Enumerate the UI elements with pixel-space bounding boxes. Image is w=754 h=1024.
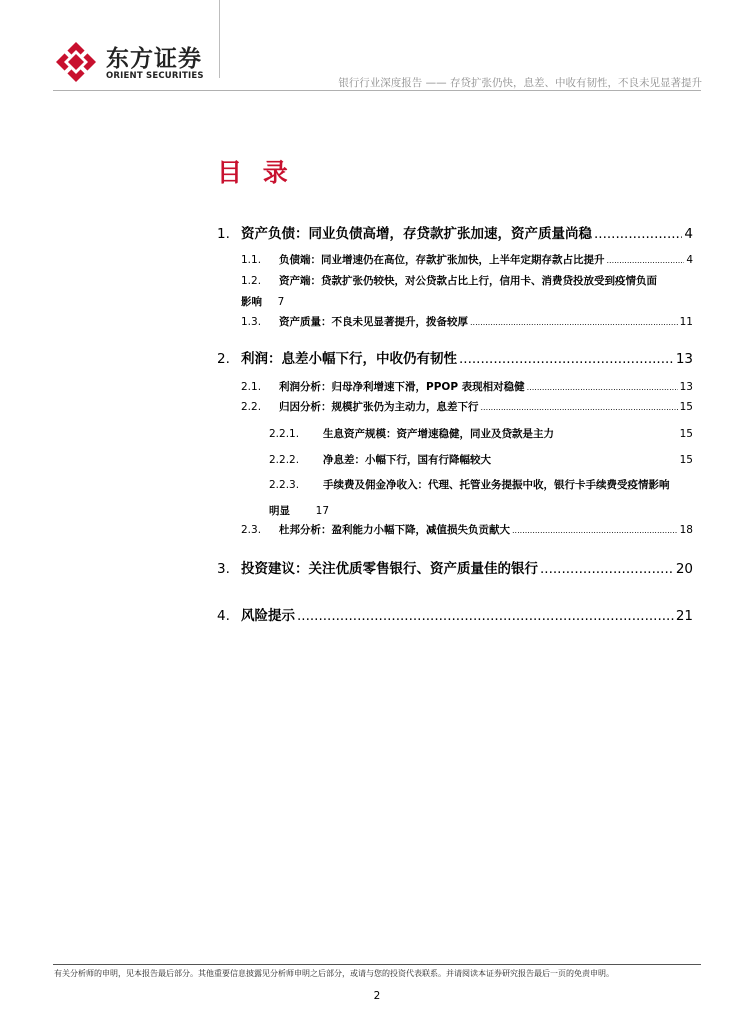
toc-title-continued: 影响 <box>241 296 262 308</box>
toc-page: 21 <box>675 608 693 624</box>
toc-leader <box>594 226 682 242</box>
toc-page: 13 <box>679 381 693 393</box>
toc-number: 2.1. <box>241 381 262 393</box>
toc-leader <box>512 526 678 535</box>
toc-leader <box>459 351 674 367</box>
toc-number: 2. <box>217 351 230 367</box>
toc-number: 2.2.2. <box>269 454 300 466</box>
toc-leader <box>297 608 674 624</box>
toc-entry-3[interactable] <box>217 557 693 577</box>
toc-entry-2-3[interactable] <box>241 522 693 537</box>
toc-page: 15 <box>679 454 693 466</box>
toc-leader <box>527 383 678 392</box>
toc-number: 1. <box>217 226 230 242</box>
report-title-header: 银行行业深度报告 —— 存贷扩张仍快，息差、中收有韧性，不良未见显著提升 <box>338 77 702 89</box>
logo-english-name: ORIENT SECURITIES <box>106 71 204 81</box>
toc-title: 手续费及佣金净收入：代理、托管业务提振中收，银行卡手续费受疫情影响 <box>323 479 670 491</box>
toc-title: 资产端：贷款扩张仍较快，对公贷款占比上行，信用卡、消费贷投放受到疫情负面 <box>279 275 657 287</box>
toc-page: 20 <box>675 561 693 577</box>
footer-rule <box>53 964 701 965</box>
toc-entry-2-2-2[interactable] <box>269 452 693 467</box>
toc-number: 3. <box>217 561 230 577</box>
logo-chinese-name: 东方证券 <box>106 46 202 72</box>
toc-title: 资产质量：不良未见显著提升，拨备较厚 <box>279 316 468 328</box>
toc-number: 1.2. <box>241 275 262 287</box>
toc-page: 4 <box>684 226 693 242</box>
toc-entry-1-3[interactable] <box>241 314 693 329</box>
toc-title: 资产负债：同业负债高增，存贷款扩张加速，资产质量尚稳 <box>241 226 592 242</box>
toc-leader <box>481 403 678 412</box>
toc-title: 净息差：小幅下行，国有行降幅较大 <box>323 454 491 466</box>
toc-number: 1.1. <box>241 254 262 266</box>
toc-entry-4[interactable] <box>217 604 693 624</box>
toc-entry-2[interactable] <box>217 347 693 367</box>
toc-entry-1[interactable] <box>217 222 693 242</box>
toc-title: 投资建议：关注优质零售银行、资产质量佳的银行 <box>241 561 538 577</box>
toc-title: 生息资产规模：资产增速稳健，同业及贷款是主力 <box>323 428 554 440</box>
footer-disclaimer: 有关分析师的申明，见本报告最后部分。其他重要信息披露见分析师申明之后部分，或请与您的投资代表联系。并请阅读本证券研究报告最后一页的免责申明。 <box>54 969 614 978</box>
page-number: 2 <box>373 990 381 1002</box>
toc-entry-2-1[interactable] <box>241 379 693 394</box>
toc-number: 2.2.3. <box>269 479 300 491</box>
toc-page: 7 <box>277 296 285 308</box>
toc-title: 杜邦分析：盈利能力小幅下降，减值损失负贡献大 <box>279 524 510 536</box>
toc-number: 4. <box>217 608 230 624</box>
toc-page: 13 <box>675 351 693 367</box>
toc-entry-2-2-1[interactable] <box>269 426 693 441</box>
toc-title: 利润：息差小幅下行，中收仍有韧性 <box>241 351 457 367</box>
toc-page: 15 <box>679 428 693 440</box>
toc-page: 4 <box>686 254 693 266</box>
toc-title: 归因分析：规模扩张仍为主动力，息差下行 <box>279 401 479 413</box>
toc-entry-2-2-3-continued <box>269 503 329 518</box>
toc-page: 17 <box>315 505 330 517</box>
toc-entry-1-2-continued <box>241 294 284 309</box>
toc-leader <box>470 318 678 327</box>
toc-number: 2.3. <box>241 524 262 536</box>
toc-page: 18 <box>679 524 693 536</box>
toc-title: 风险提示 <box>241 608 295 624</box>
toc-entry-2-2[interactable] <box>241 399 693 414</box>
toc-title: 利润分析：归母净利增速下滑，PPOP 表现相对稳健 <box>279 381 525 393</box>
toc-number: 2.2. <box>241 401 262 413</box>
toc-page: 15 <box>679 401 693 413</box>
toc-number: 1.3. <box>241 316 262 328</box>
toc-page: 11 <box>679 316 693 328</box>
toc-entry-1-2[interactable] <box>241 273 693 288</box>
toc-leader <box>607 256 685 265</box>
toc-number: 2.2.1. <box>269 428 300 440</box>
toc-entry-1-1[interactable] <box>241 252 693 267</box>
toc-entry-2-2-3[interactable] <box>269 477 693 492</box>
toc-title: 负债端：同业增速仍在高位，存款扩张加快，上半年定期存款占比提升 <box>279 254 605 266</box>
toc-leader <box>540 561 674 577</box>
toc-title-continued: 明显 <box>269 505 290 517</box>
toc-heading: 目 录 <box>217 158 294 187</box>
